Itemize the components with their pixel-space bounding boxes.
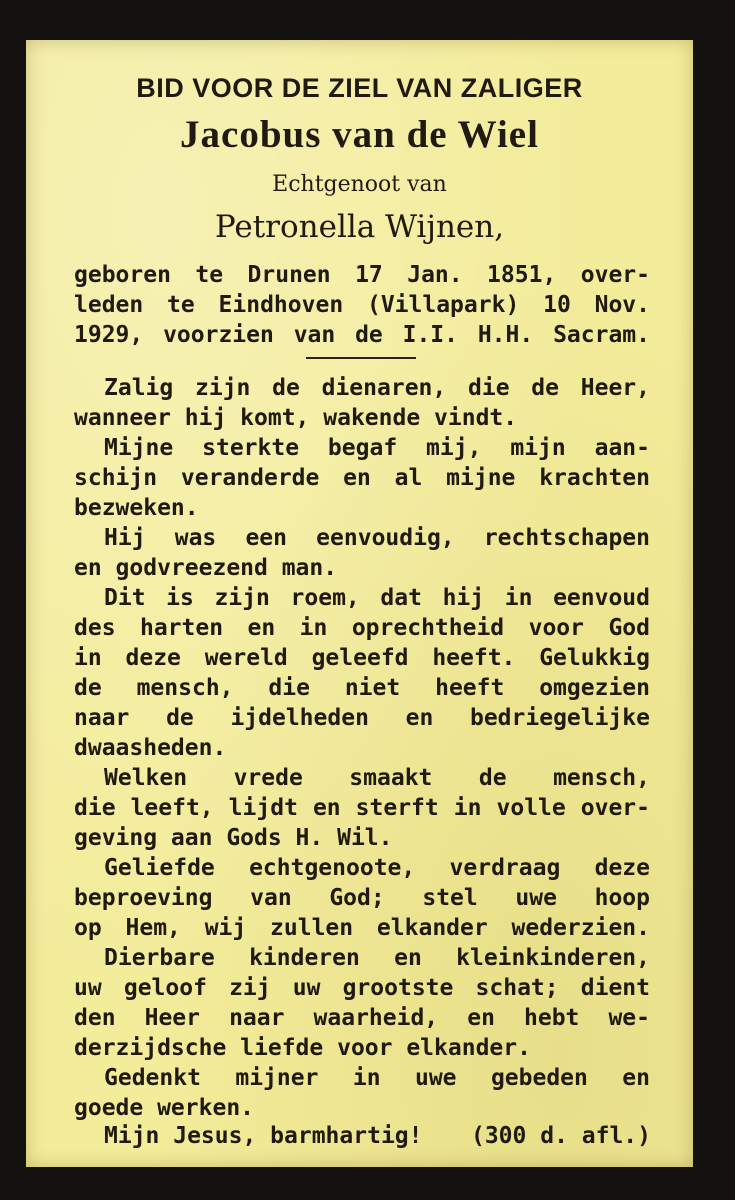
verse-line: bezweken. <box>74 495 199 521</box>
verse-line: die leeft, lijdt en sterft in volle over- <box>74 795 650 821</box>
indulgence-note: (300 d. afl.) <box>470 1123 651 1149</box>
verse-line: Geliefde echtgenoote, verdraag deze <box>104 855 650 881</box>
verse-line: dwaasheden. <box>74 735 227 761</box>
intro-line: geboren te Drunen 17 Jan. 1851, over- <box>74 262 650 288</box>
verse-line: derzijdsche liefde voor elkander. <box>74 1035 531 1061</box>
verse-line: op Hem, wij zullen elkander wederzien. <box>74 915 650 941</box>
verse-line: en godvreezend man. <box>74 555 338 581</box>
card-header: BID VOOR DE ZIEL VAN ZALIGER <box>136 73 583 103</box>
verse-line: Hij was een eenvoudig, rechtschapen <box>104 525 650 551</box>
memorial-card <box>26 40 693 1167</box>
verse-line: Zalig zijn de dienaren, die de Heer, <box>104 375 650 401</box>
verse-line: Mijne sterkte begaf mij, mijn aan- <box>104 435 650 461</box>
intro-line: 1929, voorzien van de I.I. H.H. Sacram. <box>74 322 650 348</box>
spouse-name: Petronella Wijnen, <box>214 209 505 245</box>
verse-line: Gedenkt mijner in uwe gebeden en <box>104 1065 650 1091</box>
verse-line: Dierbare kinderen en kleinkinderen, <box>104 945 650 971</box>
verse-line: de mensch, die niet heeft omgezien <box>74 675 650 701</box>
verse-line: uw geloof zij uw grootste schat; dient <box>74 975 650 1001</box>
verse-line: in deze wereld geleefd heeft. Gelukkig <box>74 645 650 671</box>
verse-line: Welken vrede smaakt de mensch, <box>104 765 650 791</box>
verse-line: wanneer hij komt, wakende vindt. <box>74 405 518 431</box>
verse-line: goede werken. <box>74 1095 255 1121</box>
verse-line: Dit is zijn roem, dat hij in eenvoud <box>104 585 650 611</box>
verse-line: des harten en in oprechtheid voor God <box>74 615 650 641</box>
verse-line: naar de ijdelheden en bedriegelijke <box>74 705 650 731</box>
verse-line: den Heer naar waarheid, en hebt we- <box>74 1005 650 1031</box>
relation-subtitle: Echtgenoot van <box>272 172 447 197</box>
verse-line: schijn veranderde en al mijne krachten <box>74 465 650 491</box>
verse-line: beproeving van God; stel uwe hoop <box>74 885 650 911</box>
intro-line: leden te Eindhoven (Villapark) 10 Nov. <box>74 292 650 318</box>
closing-prayer: Mijn Jesus, barmhartig! <box>104 1123 423 1149</box>
divider-rule <box>306 357 416 359</box>
deceased-name: Jacobus van de Wiel <box>180 113 539 156</box>
verse-line: geving aan Gods H. Wil. <box>74 825 393 851</box>
